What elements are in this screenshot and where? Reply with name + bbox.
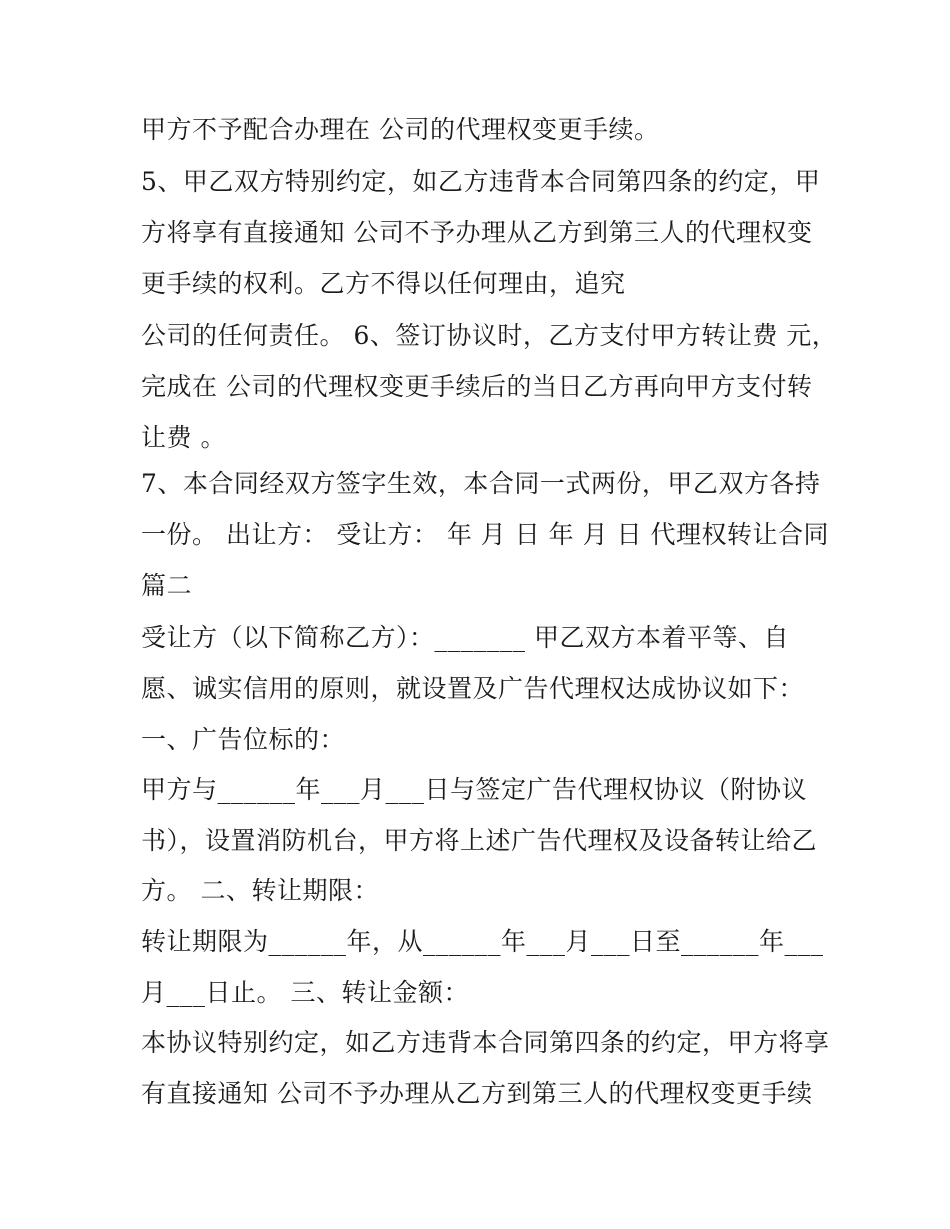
text-line: 甲方不予配合办理在 公司的代理权变更手续。: [141, 115, 660, 144]
text-line: 一、广告位标的：: [141, 725, 346, 754]
text-line: 更手续的权利。乙方不得以任何理由，追究: [141, 269, 626, 298]
text-line: 有直接通知 公司不予办理从乙方到第三人的代理权变更手续: [141, 1079, 813, 1108]
text-line: 受让方（以下简称乙方）：_______ 甲乙双方本着平等、自: [141, 623, 789, 652]
text-line: 让费 。: [141, 423, 226, 452]
text-line: 甲方与______年___月___日与签定广告代理权协议（附协议: [141, 775, 808, 804]
text-line: 篇二: [141, 571, 193, 600]
text-line: 转让期限为______年，从______年___月___日至______年___: [141, 927, 824, 956]
text-line: 书），设置消防机台，甲方将上述广告代理权及设备转让给乙: [141, 826, 818, 855]
text-line: 7、本合同经双方签字生效，本合同一式两份，甲乙双方各持: [141, 469, 821, 498]
text-line: 完成在 公司的代理权变更手续后的当日乙方再向甲方支付转: [141, 372, 813, 401]
text-line: 公司的任何责任。 6、签订协议时，乙方支付甲方转让费 元，: [141, 321, 838, 350]
text-line: 一份。 出让方： 受让方： 年 月 日 年 月 日 代理权转让合同: [141, 520, 830, 549]
text-line: 5、甲乙双方特别约定，如乙方违背本合同第四条的约定，甲: [141, 167, 821, 196]
text-line: 方将享有直接通知 公司不予办理从乙方到第三人的代理权变: [141, 218, 813, 247]
text-line: 月___日止。 三、转让金额：: [141, 978, 469, 1007]
text-line: 方。 二、转让期限：: [141, 876, 379, 905]
text-line: 愿、诚实信用的原则，就设置及广告代理权达成协议如下：: [141, 674, 805, 703]
text-line: 本协议特别约定，如乙方违背本合同第四条的约定，甲方将享: [141, 1028, 830, 1057]
